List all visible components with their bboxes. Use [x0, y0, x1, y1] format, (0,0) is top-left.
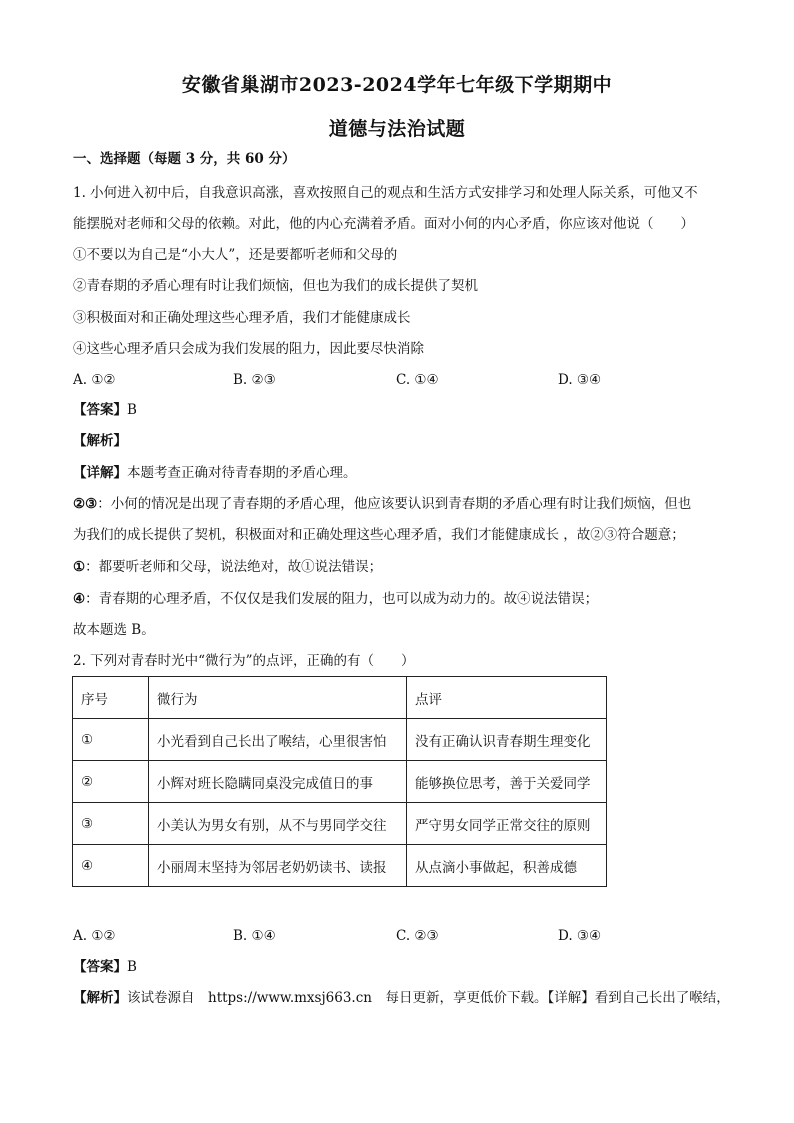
table-cell: 严守男女同学正常交往的原则 — [407, 803, 607, 845]
exam-subtitle: 道德与法治试题 — [328, 118, 466, 140]
q1-option-b: B. ②③ — [233, 372, 276, 388]
table-header-cell: 微行为 — [149, 677, 407, 719]
table-row — [73, 761, 607, 803]
q1-explanation-1b: 为我们的成长提供了契机，积极面对和正确处理这些心理矛盾，我们才能健康成长 ，故②③符合题意； — [73, 527, 685, 543]
q1-option-d: D. ③④ — [558, 372, 602, 388]
detail-intro: 本题考查正确对待青春期的矛盾心理。 — [127, 465, 357, 481]
table-row — [73, 719, 607, 761]
q2-answer — [73, 957, 733, 977]
q1-statement-3: ③积极面对和正确处理这些心理矛盾，我们才能健康成长 — [73, 310, 411, 326]
q1-answer — [73, 400, 733, 420]
q1-explanation-3 — [73, 589, 733, 609]
explanation-label: ②③ — [73, 496, 98, 512]
q1-option-a: A. ①② — [73, 372, 116, 388]
answer-tag: 【答案】 — [73, 402, 127, 418]
q1-conclusion: 故本题选 B。 — [73, 622, 155, 638]
q2-table — [72, 676, 607, 887]
answer-value: B — [127, 402, 137, 418]
q1-detail — [73, 463, 733, 483]
table-cell: 从点滴小事做起，积善成德 — [407, 845, 607, 887]
q2-option-c: C. ②③ — [396, 928, 439, 944]
answer-value: B — [127, 959, 137, 975]
q1-option-c: C. ①④ — [396, 372, 439, 388]
q1-stem-line1: 1. 小何进入初中后，自我意识高涨，喜欢按照自己的观点和生活方式安排学习和处理人际关系，可他又不 — [73, 185, 698, 201]
table-cell: 小辉对班长隐瞒同桌没完成值日的事 — [149, 761, 407, 803]
exam-title: 安徽省巢湖市2023-2024学年七年级下学期期中 — [181, 74, 613, 96]
table-cell: 小光看到自己长出了喉结，心里很害怕 — [149, 719, 407, 761]
q2-option-d: D. ③④ — [558, 928, 602, 944]
table-cell: ③ — [73, 803, 149, 845]
table-cell: 小美认为男女有别，从不与男同学交往 — [149, 803, 407, 845]
table-row — [73, 803, 607, 845]
section-heading: 一、选择题（每题 3 分，共 60 分） — [73, 151, 296, 167]
table-header-cell: 序号 — [73, 677, 149, 719]
q2-analysis — [73, 988, 733, 1008]
table-cell: 能够换位思考，善于关爱同学 — [407, 761, 607, 803]
explanation-label: ① — [73, 559, 86, 575]
table-cell: 小丽周末坚持为邻居老奶奶读书、读报 — [149, 845, 407, 887]
answer-tag: 【答案】 — [73, 959, 127, 975]
explanation-text: ：小何的情况是出现了青春期的矛盾心理，他应该要认识到青春期的矛盾心理有时让我们烦恼，但也 — [97, 496, 692, 512]
q1-statement-1: ①不要以为自己是“小大人”，还是要都听老师和父母的 — [73, 247, 398, 263]
explanation-text: ：青春期的心理矛盾，不仅仅是我们发展的阻力，也可以成为动力的。故④说法错误； — [85, 591, 599, 607]
table-header-cell: 点评 — [407, 677, 607, 719]
explanation-text: ：都要听老师和父母，说法绝对，故①说法错误； — [85, 559, 383, 575]
table-header-row — [73, 677, 607, 719]
q1-statement-2: ②青春期的矛盾心理有时让我们烦恼，但也为我们的成长提供了契机 — [73, 278, 478, 294]
q2-stem: 2. 下列对青春时光中“微行为”的点评，正确的有（ ） — [73, 653, 415, 669]
table-cell: ④ — [73, 845, 149, 887]
table-cell: 没有正确认识青春期生理变化 — [407, 719, 607, 761]
q1-statement-4: ④这些心理矛盾只会成为我们发展的阻力，因此要尽快消除 — [73, 341, 424, 357]
analysis-text: 该试卷源自 https://www.mxsj663.cn 每日更新，享更低价下载。【详解】看到自己长出了喉结， — [127, 990, 730, 1006]
table-cell: ① — [73, 719, 149, 761]
table-row — [73, 845, 607, 887]
q2-option-a: A. ①② — [73, 928, 116, 944]
q1-explanation-2 — [73, 557, 733, 577]
detail-tag: 【详解】 — [73, 465, 127, 481]
q1-stem-line2: 能摆脱对老师和父母的依赖。对此，他的内心充满着矛盾。面对小何的内心矛盾，你应该对他说（ ） — [73, 216, 694, 232]
table-cell: ② — [73, 761, 149, 803]
analysis-tag: 【解析】 — [73, 990, 127, 1006]
q1-analysis-tag: 【解析】 — [73, 433, 127, 449]
q2-option-b: B. ①④ — [233, 928, 276, 944]
q1-explanation-1a — [73, 494, 733, 514]
explanation-label: ④ — [73, 591, 86, 607]
